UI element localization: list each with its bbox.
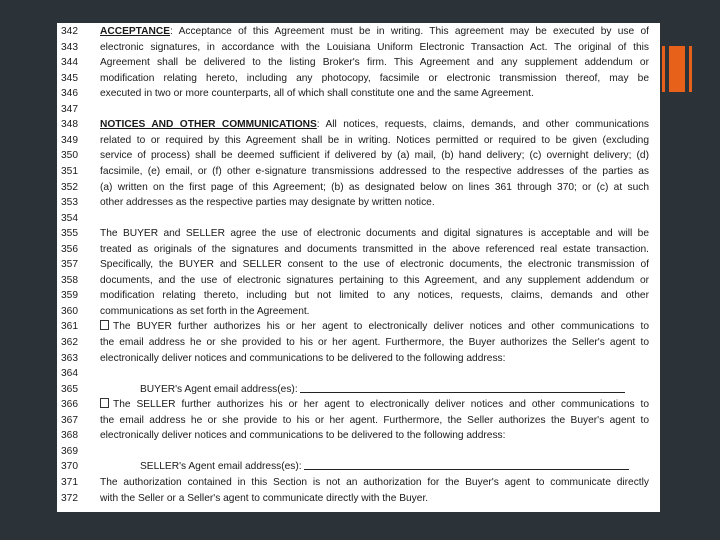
doc-line-344 <box>57 55 660 71</box>
line-text <box>100 397 649 413</box>
doc-line-365 <box>57 382 660 398</box>
line-text <box>100 133 649 149</box>
line-body: The SELLER further authorizes his or her agent to electronically deliver notices and other communications to <box>113 399 649 411</box>
line-body: communications as set forth in the Agreement. <box>100 305 310 317</box>
line-text <box>100 226 649 242</box>
line-number: 355 <box>61 228 78 240</box>
field-label: BUYER's Agent email address(es): <box>140 383 298 395</box>
email-blank-line[interactable] <box>300 382 625 393</box>
doc-line-353 <box>57 195 660 211</box>
doc-line-364 <box>57 366 660 382</box>
line-number: 352 <box>61 181 78 193</box>
line-text <box>100 335 649 351</box>
doc-line-367 <box>57 413 660 429</box>
section-heading: ACCEPTANCE <box>100 26 170 37</box>
line-body: with the Seller or a Seller's agent to communicate directly with the Buyer. <box>100 492 429 504</box>
doc-line-357 <box>57 257 660 273</box>
line-number: 358 <box>61 274 78 286</box>
line-text <box>100 304 649 320</box>
line-number: 366 <box>61 399 78 411</box>
document-page <box>57 23 660 512</box>
line-text <box>100 164 649 180</box>
doc-line-345 <box>57 71 660 87</box>
line-text <box>100 273 649 289</box>
line-number: 347 <box>61 103 78 115</box>
line-text <box>100 491 649 507</box>
line-body: executed in two or more counterparts, all of which shall constitute one and the same Agreement. <box>100 88 534 100</box>
checkbox-icon[interactable] <box>100 398 109 408</box>
doc-line-356 <box>57 242 660 258</box>
line-body: The authorization contained in this Section is not an authorization for the Buyer's agent to communicate directly <box>100 476 649 488</box>
line-number: 353 <box>61 197 78 209</box>
line-text <box>100 288 649 304</box>
line-body: the email address he or she provide to his or her agent. Furthermore, the Seller authorizes the Buyer's agent to <box>100 414 649 426</box>
line-body: treated as originals of the signatures and documents transmitted in the above referenced real estate transaction. <box>100 243 649 255</box>
line-number: 354 <box>61 212 78 224</box>
line-body: modification relating hereto, including any photocopy, facsimile or electronic transmission thereof, may be <box>100 72 649 84</box>
doc-line-350 <box>57 148 660 164</box>
line-number: 368 <box>61 430 78 442</box>
line-text <box>100 71 649 87</box>
line-body: service of process) shall be deemed sufficient if delivered by (a) mail, (b) hand delivery; (c) overnight delivery; (d) <box>100 150 649 162</box>
doc-line-359 <box>57 288 660 304</box>
field-label: SELLER's Agent email address(es): <box>140 461 302 473</box>
doc-line-354 <box>57 211 660 227</box>
line-number: 349 <box>61 134 78 146</box>
doc-line-358 <box>57 273 660 289</box>
line-body: facsimile, (e) email, or (f) other e-signature transmissions addressed to the respective addresses of the parties as <box>100 165 649 177</box>
line-text <box>100 257 649 273</box>
line-number: 346 <box>61 88 78 100</box>
line-number: 371 <box>61 476 78 488</box>
doc-line-368 <box>57 428 660 444</box>
doc-line-342 <box>57 24 660 40</box>
line-number: 372 <box>61 492 78 504</box>
line-body: : All notices, requests, claims, demands, and other communications <box>316 119 649 131</box>
line-number: 361 <box>61 321 78 333</box>
line-text <box>100 319 649 335</box>
line-number: 343 <box>61 41 78 53</box>
line-body: The BUYER further authorizes his or her agent to electronically deliver notices and other communications to <box>113 321 649 333</box>
line-body: electronically deliver notices and communications to be delivered to the following address: <box>100 430 506 442</box>
line-number: 367 <box>61 414 78 426</box>
line-number: 350 <box>61 150 78 162</box>
agent-email-field <box>140 459 640 475</box>
line-text <box>100 413 649 429</box>
line-number: 364 <box>61 368 78 380</box>
doc-line-348 <box>57 117 660 133</box>
line-text <box>100 40 649 56</box>
doc-line-363 <box>57 351 660 367</box>
line-number: 359 <box>61 290 78 302</box>
line-text <box>100 195 649 211</box>
line-number: 351 <box>61 165 78 177</box>
line-number: 345 <box>61 72 78 84</box>
line-body: the email address he or she provided to his or her agent. Furthermore, the Buyer authorizes the Seller's agent to <box>100 337 649 348</box>
line-body: related to or required by this Agreement shall be in writing. Notices permitted or required to be given (excluding <box>100 134 649 146</box>
line-body: : Acceptance of this Agreement must be in writing. This agreement may be executed by use of <box>170 26 649 37</box>
doc-line-362 <box>57 335 660 351</box>
line-text <box>100 180 649 196</box>
line-body: electronically deliver notices and communications to be delivered to the following address: <box>100 352 506 364</box>
doc-line-346 <box>57 86 660 102</box>
line-number: 362 <box>61 337 78 348</box>
doc-line-351 <box>57 164 660 180</box>
line-number: 363 <box>61 352 78 364</box>
doc-line-355 <box>57 226 660 242</box>
line-body: Agreement shall be delivered to the listing Broker's firm. This Agreement and any supplement addendum or <box>100 57 649 69</box>
email-blank-line[interactable] <box>304 459 629 470</box>
line-number: 342 <box>61 26 78 37</box>
line-number: 369 <box>61 445 78 457</box>
line-text <box>100 55 649 71</box>
line-text <box>100 351 649 367</box>
line-body: Specifically, the BUYER and SELLER consent to the use of electronic documents, the electronic transmission of <box>100 259 649 271</box>
line-number: 370 <box>61 461 78 473</box>
section-heading: NOTICES AND OTHER COMMUNICATIONS <box>100 119 317 131</box>
doc-line-366 <box>57 397 660 413</box>
line-number: 365 <box>61 383 78 395</box>
doc-line-361 <box>57 319 660 335</box>
doc-line-370 <box>57 459 660 475</box>
line-number: 344 <box>61 57 78 69</box>
line-number: 348 <box>61 119 78 131</box>
line-text <box>100 242 649 258</box>
line-body: electronic signatures, in accordance with the Louisiana Uniform Electronic Transaction Act. The original of this <box>100 41 649 53</box>
agent-email-field <box>140 382 640 398</box>
doc-line-352 <box>57 180 660 196</box>
line-text <box>100 86 649 102</box>
doc-line-360 <box>57 304 660 320</box>
checkbox-icon[interactable] <box>100 320 109 330</box>
slide-accent-bar <box>662 46 692 92</box>
line-body: (a) written on the first page of this Agreement; (b) as designated below on lines 361 through 370; or (c) at such <box>100 181 649 193</box>
doc-line-343 <box>57 40 660 56</box>
doc-line-371 <box>57 475 660 491</box>
line-text <box>100 117 649 133</box>
doc-line-372 <box>57 491 660 507</box>
line-body: documents, and the use of electronic signatures pertaining to this Agreement, and any supplement addendum or <box>100 274 649 286</box>
line-body: The BUYER and SELLER agree the use of electronic documents and digital signatures is acceptable and will be <box>100 228 649 240</box>
line-text <box>100 475 649 491</box>
line-number: 357 <box>61 259 78 271</box>
line-text <box>100 148 649 164</box>
doc-line-369 <box>57 444 660 460</box>
line-body: other addresses as the respective parties may designate by written notice. <box>100 197 435 209</box>
slide-accent-fill <box>669 46 685 92</box>
doc-line-347 <box>57 102 660 118</box>
line-number: 360 <box>61 305 78 317</box>
line-text <box>100 428 649 444</box>
line-body: modification relating thereto, including but not limited to any notices, requests, claims, demands and other <box>100 290 649 302</box>
line-text <box>100 24 649 40</box>
doc-line-349 <box>57 133 660 149</box>
line-number: 356 <box>61 243 78 255</box>
